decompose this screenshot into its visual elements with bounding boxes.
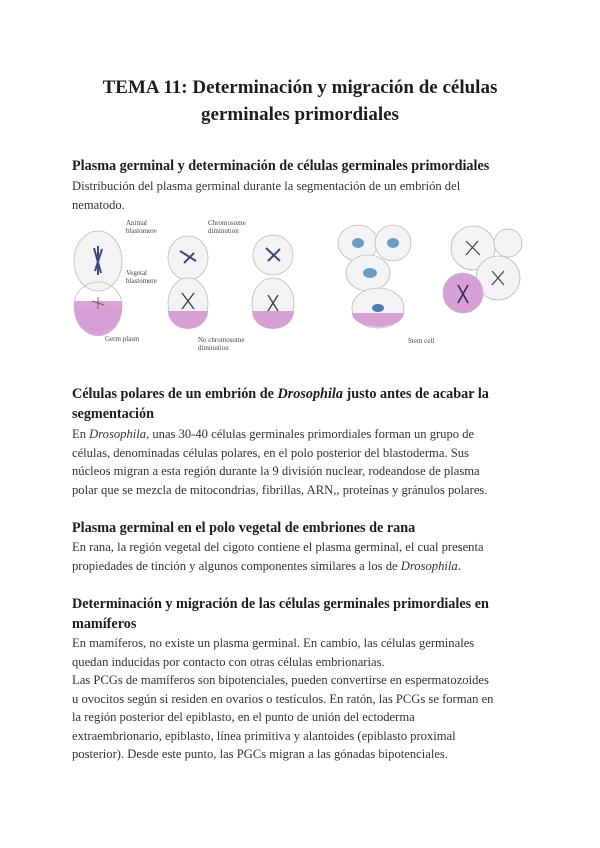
title-line-1: TEMA 11: Determinación y migración de células	[102, 77, 498, 98]
label-stem-cell: Stem cell	[408, 337, 435, 345]
text-line: Distribución del plasma germinal durante la segmentación de un embrión del	[72, 179, 461, 193]
page-title	[60, 74, 540, 128]
section1-paragraph	[72, 177, 534, 214]
section4-paragraph	[72, 634, 534, 764]
nematode-cleavage-figure	[68, 213, 528, 363]
embryo-two-cell	[74, 231, 122, 336]
text-line: extraembrionario, epiblasto, línea primitiva y alantoides (epiblasto proximal	[72, 728, 456, 743]
embryo-stem-cell	[443, 226, 522, 313]
label-vegetal: Vegetal	[126, 269, 147, 277]
text-line: quedan inducidas por contacto con otras células embrionarias.	[72, 654, 385, 669]
text-line: nematodo.	[72, 197, 125, 212]
text-line: u ovocitos según si residen en ovarios o testículos. En ratón, las PCGs se forman en	[72, 691, 494, 706]
text-line: En mamíferos, no existe un plasma germinal. En cambio, las células germinales	[72, 636, 475, 650]
embryo-no-diminution	[252, 235, 294, 329]
label-germ-plasm: Germ plasm	[105, 335, 140, 343]
section-heading-mammals: Determinación y migración de las células germinales primordiales en mamíferos	[72, 596, 489, 632]
section2-paragraph: En Drosophila, unas 30-40 células germinales primordiales forman un grupo de células, denominadas células polares, en el polo posterior del blastoderma. Sus núcleos migran a esta región durante la 9 división nuclear, rodeandose de plasma polar que se mezcla de mitocondrias, fibrillas, ARN,, proteínas y gránulos polares.	[72, 427, 488, 497]
embryo-four-cell	[338, 225, 411, 328]
section3-paragraph: En rana, la región vegetal del cigoto contiene el plasma germinal, el cual presenta propiedades de tinción y algunos componentes similares a los de Drosophila.	[72, 540, 484, 573]
section-heading-polar-cells: Células polares de un embrión de Drosophila justo antes de acabar la segmentación	[72, 386, 489, 422]
section-heading-frog: Plasma germinal en el polo vegetal de embriones de rana	[72, 520, 416, 536]
text-line: la región posterior del epiblasto, en el punto de unión del ectoderma	[72, 710, 415, 724]
section-heading-germ-plasm: Plasma germinal y determinación de células germinales primordiales	[72, 158, 490, 174]
text-line: Las PCGs de mamíferos son bipotenciales, pueden convertirse en espermatozoides	[72, 673, 489, 687]
label-no-chromosome: No chromosome	[198, 336, 245, 344]
label-animal: Animal	[126, 219, 147, 227]
label-chromosome-2: diminution	[208, 227, 239, 235]
label-animal-2: blastomere	[126, 227, 157, 235]
embryo-chromosome-diminution	[168, 236, 208, 329]
title-line-2: germinales primordiales	[201, 104, 399, 125]
text-line: posterior). Desde este punto, las PGCs migran a las gónadas bipotenciales.	[72, 747, 448, 761]
label-vegetal-2: blastomere	[126, 277, 157, 285]
label-no-chromosome-2: diminution	[198, 344, 229, 352]
label-chromosome: Chromosome	[208, 219, 246, 227]
